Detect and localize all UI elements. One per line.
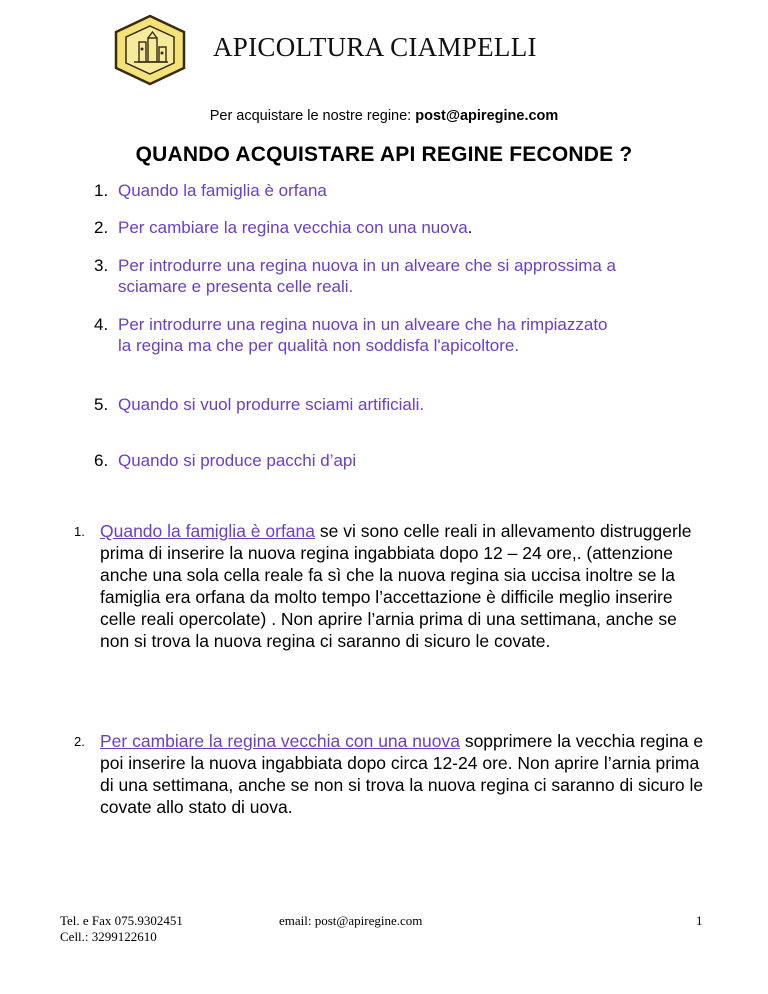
reason-item-2	[94, 217, 638, 238]
reason-text[interactable]: Per introdurre una regina nuova in un alveare che ha rimpiazzato la regina ma che per qualità non soddisfa l'apicoltore.	[118, 315, 608, 355]
reason-text[interactable]: Per cambiare la regina vecchia con una nuova.	[118, 218, 473, 237]
reason-number: 6.	[94, 451, 109, 470]
reason-item-5	[94, 394, 638, 415]
reason-text[interactable]: Per introdurre una regina nuova in un alveare che si approssima a sciamare e presenta celle reali.	[118, 256, 617, 296]
paragraph-body	[100, 520, 710, 652]
detail-paragraph-1	[74, 520, 714, 652]
footer-email[interactable]: email: post@apiregine.com	[279, 913, 423, 928]
reason-text[interactable]: Quando la famiglia è orfana	[118, 181, 327, 200]
apicoltura-logo	[112, 14, 188, 86]
reason-item-6	[94, 450, 638, 471]
reason-number: 1.	[94, 181, 109, 200]
detail-paragraph-2	[74, 730, 714, 818]
purchase-contact-line	[0, 108, 768, 124]
paragraph-text: sopprimere la vecchia regina e poi inserire la nuova ingabbiata dopo circa 12-24 ore. Non aprire l’arnia prima di una settimana, anche se non si trova la nuova regina ci saranno di sicuro le covate allo stato di uova.	[100, 731, 704, 817]
page-number: 1	[696, 913, 703, 928]
contact-prefix: Per acquistare le nostre regine:	[209, 108, 416, 124]
reason-item-1	[94, 180, 638, 201]
reason-item-4	[94, 314, 618, 356]
contact-email-link[interactable]: post@apiregine.com	[415, 108, 559, 124]
reason-text[interactable]: Quando si vuol produrre sciami artificiali.	[118, 395, 425, 414]
reason-number: 4.	[94, 315, 109, 334]
hexagon-seal-icon	[112, 14, 188, 86]
footer-phone-block	[60, 913, 183, 945]
brand-title: APICOLTURA CIAMPELLI	[213, 32, 537, 62]
paragraph-link[interactable]: Quando la famiglia è orfana	[100, 521, 315, 541]
reason-number: 3.	[94, 256, 109, 275]
paragraph-link[interactable]: Per cambiare la regina vecchia con una nuova	[100, 731, 460, 751]
reason-text[interactable]: Quando si produce pacchi d’api	[118, 451, 357, 470]
footer-tel: Tel. e Fax 075.9302451	[60, 913, 183, 928]
paragraph-body	[100, 730, 710, 818]
reason-number: 2.	[94, 218, 109, 237]
paragraph-number: 1.	[74, 524, 85, 539]
paragraph-text: se vi sono celle reali in allevamento distruggerle prima di inserire la nuova regina ingabbiata dopo 12 – 24 ore,. (attenzione anche una sola cella reale fa sì che la nuova regina sia uccisa inoltre se la famiglia era orfana da molto tempo l’accettazione è difficile meglio inserire celle reali opercolate) . Non aprire l’arnia prima di una settimana, anche se non si trova la nuova regina ci saranno di sicuro le covate.	[100, 521, 692, 651]
footer-cell: Cell.: 3299122610	[60, 929, 157, 944]
reason-item-3	[94, 255, 618, 297]
paragraph-number: 2.	[74, 734, 85, 749]
page-heading: QUANDO ACQUISTARE API REGINE FECONDE ?	[135, 143, 633, 166]
reason-number: 5.	[94, 395, 109, 414]
